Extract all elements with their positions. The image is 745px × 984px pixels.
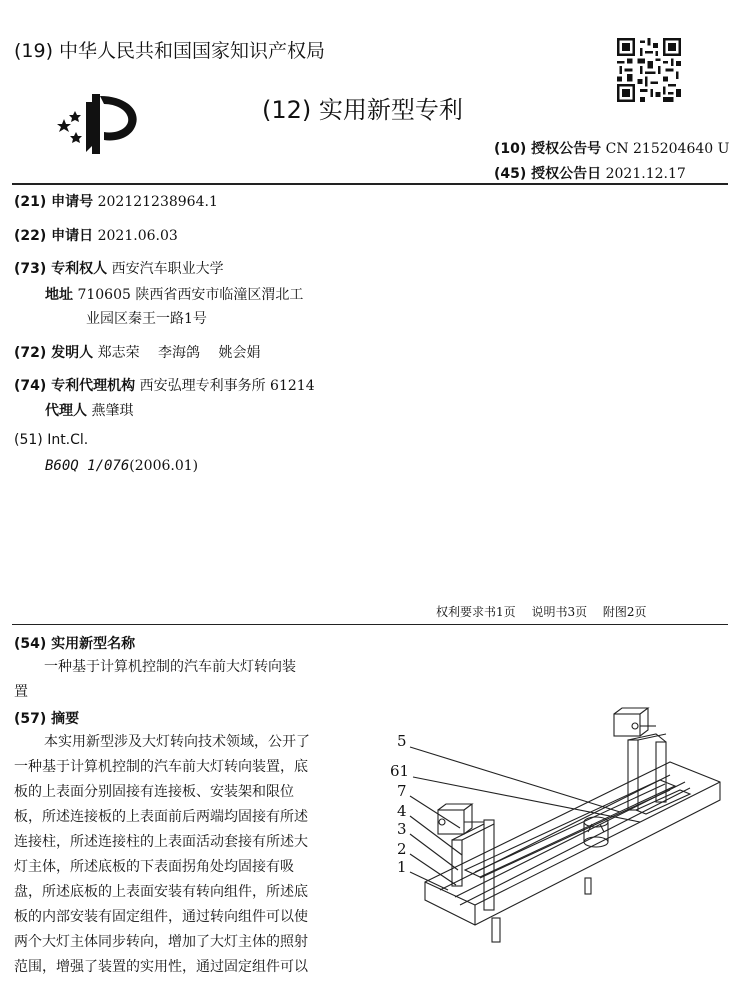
agent xyxy=(45,400,133,420)
address-label: 地址 xyxy=(45,287,73,303)
abstract-line: 本实用新型涉及大灯转向技术领域，公开了 xyxy=(44,734,310,750)
document-type: (12) 实用新型专利 xyxy=(262,96,463,124)
ipc-classification xyxy=(45,458,198,474)
patentee-value: 西安汽车职业大学 xyxy=(111,261,224,277)
application-number-value: 202121238964.1 xyxy=(97,194,218,210)
inventors xyxy=(14,342,261,362)
patent-drawing xyxy=(380,700,740,984)
figure-label: 4 xyxy=(397,802,407,820)
abstract-label: (57) 摘要 xyxy=(14,711,80,727)
utility-model-title-line-2: 置 xyxy=(14,684,28,700)
application-date-label: (22) 申请日 xyxy=(14,228,94,244)
header-divider xyxy=(12,183,728,185)
publication-date-label: (45) 授权公告日 xyxy=(494,166,602,182)
qr-code-icon xyxy=(617,38,681,102)
figure-label: 1 xyxy=(397,858,407,876)
agent-label: 代理人 xyxy=(45,403,87,419)
patent-agency xyxy=(14,375,315,395)
abstract-line: 灯主体，所述底板的下表面拐角处均固接有吸 xyxy=(14,859,294,875)
application-number-label: (21) 申请号 xyxy=(14,194,94,210)
publication-number xyxy=(494,138,729,158)
pages-info: 权利要求书1页 说明书3页 附图2页 xyxy=(436,605,647,619)
address xyxy=(45,284,303,304)
patent-agency-label: (74) 专利代理机构 xyxy=(14,378,136,394)
patentee-label: (73) 专利权人 xyxy=(14,261,108,277)
section-divider xyxy=(12,624,728,625)
figure-label: 7 xyxy=(397,782,407,800)
abstract-line: 两个大灯主体同步转向，增加了大灯主体的照射 xyxy=(14,934,308,950)
figure-label: 61 xyxy=(390,762,410,780)
address-line-1: 710605 陕西省西安市临潼区渭北工 xyxy=(77,287,304,303)
application-number xyxy=(14,191,218,211)
inventors-value: 郑志荣 李海鸽 姚会娟 xyxy=(97,345,261,361)
ipc-code: B60Q 1/076 xyxy=(45,458,130,474)
application-date xyxy=(14,225,178,245)
utility-model-title-line-1: 一种基于计算机控制的汽车前大灯转向装 xyxy=(44,659,296,675)
abstract-line: 范围，增强了装置的实用性，通过固定组件可以 xyxy=(14,959,308,975)
publication-number-label: (10) 授权公告号 xyxy=(494,141,602,157)
abstract-line: 板的上表面分别固接有连接板、安装架和限位 xyxy=(14,784,294,800)
figure-label: 3 xyxy=(397,820,407,838)
ipc-classification-label: (51) Int.Cl. xyxy=(14,432,89,448)
abstract-line: 板的内部安装有固定组件，通过转向组件可以使 xyxy=(14,909,308,925)
abstract-line: 板，所述连接板的上表面前后两端均固接有所述 xyxy=(14,809,308,825)
office-name: (19) 中华人民共和国国家知识产权局 xyxy=(14,40,326,62)
figure-label: 5 xyxy=(397,732,407,750)
abstract-line: 一种基于计算机控制的汽车前大灯转向装置，底 xyxy=(14,759,308,775)
utility-model-title-label: (54) 实用新型名称 xyxy=(14,636,136,652)
patentee xyxy=(14,258,224,278)
abstract-line: 盘，所述底板的上表面安装有转向组件，所述底 xyxy=(14,884,308,900)
address-line-2: 业园区秦王一路1号 xyxy=(86,311,207,327)
inventors-label: (72) 发明人 xyxy=(14,345,94,361)
cnipa-logo xyxy=(56,92,142,162)
abstract-line: 连接柱，所述连接柱的上表面活动套接有所述大 xyxy=(14,834,308,850)
figure-label: 2 xyxy=(397,840,407,858)
ipc-version: (2006.01) xyxy=(129,458,199,474)
publication-date-value: 2021.12.17 xyxy=(605,166,686,182)
patent-agency-value: 西安弘理专利事务所 61214 xyxy=(139,378,315,394)
publication-number-value: CN 215204640 U xyxy=(605,141,730,157)
application-date-value: 2021.06.03 xyxy=(97,228,178,244)
agent-value: 燕肇琪 xyxy=(91,403,134,419)
publication-date xyxy=(494,163,686,183)
